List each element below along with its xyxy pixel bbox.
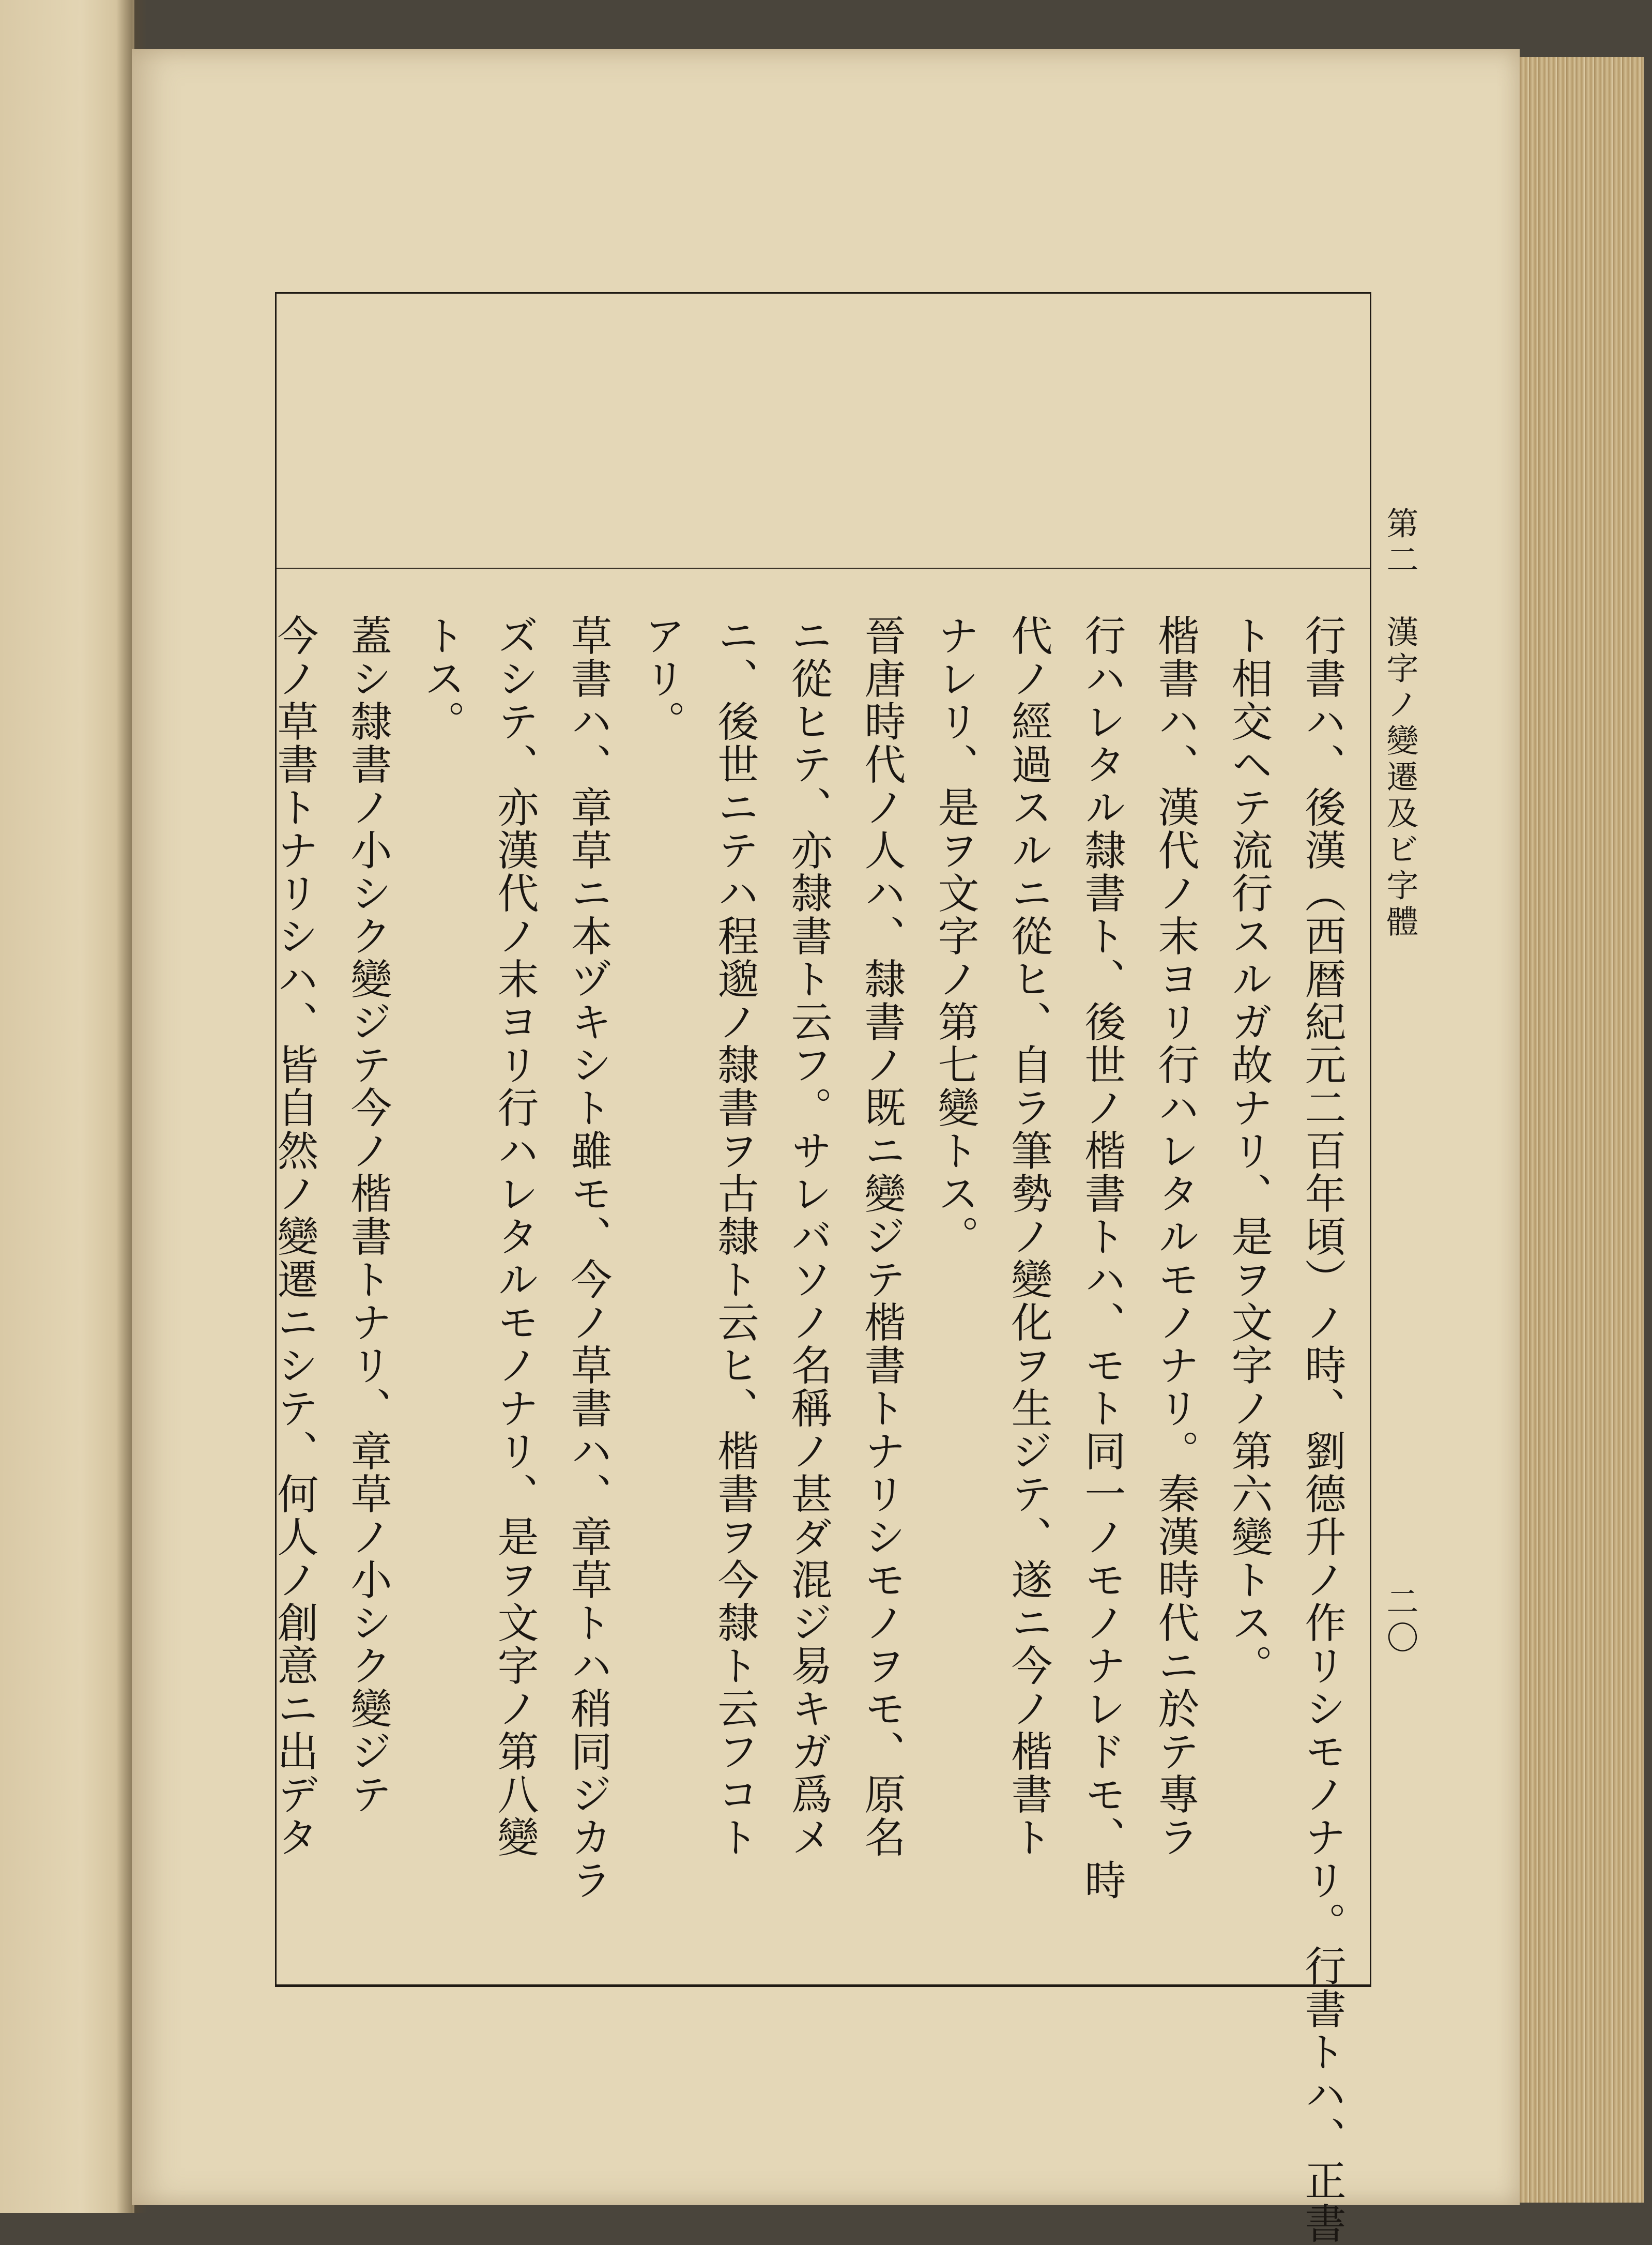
header-rule	[277, 568, 1370, 569]
left-page	[0, 0, 134, 2213]
text-line: ナレリ、是ヲ文字ノ第七變トス。	[931, 614, 979, 1258]
text-line: ズシテ、亦漢代ノ末ヨリ行ハレタルモノナリ、是ヲ文字ノ第八變	[491, 614, 539, 1859]
page-edges	[1520, 57, 1644, 2203]
text-line: ト相交ヘテ流行スルガ故ナリ、是ヲ文字ノ第六變トス。	[1225, 614, 1273, 1687]
text-line: アリ。	[637, 614, 685, 743]
text-line: 行ハレタル隸書ト、後世ノ楷書トハ、モト同一ノモノナレドモ、時	[1078, 614, 1126, 1902]
text-line: 代ノ經過スルニ從ヒ、自ラ筆勢ノ變化ヲ生ジテ、遂ニ今ノ楷書ト	[1004, 614, 1052, 1859]
text-line: 蓋シ隸書ノ小シク變ジテ今ノ楷書トナリ、章草ノ小シク變ジテ	[344, 614, 392, 1816]
text-line: 行書ハ、後漢（西暦紀元二百年頃）ノ時、劉德升ノ作リシモノナリ。行書トハ、正書	[1298, 614, 1346, 2245]
body-text	[267, 614, 1349, 2245]
text-line: 今ノ草書トナリシハ、皆自然ノ變遷ニシテ、何人ノ創意ニ出デタ	[270, 614, 318, 1859]
running-head: 第二 漢字ノ變遷及ビ字體	[1381, 507, 1419, 941]
text-line: ニ、後世ニテハ程邈ノ隸書ヲ古隸ト云ヒ、楷書ヲ今隸ト云フコト	[711, 614, 759, 1859]
text-frame	[270, 292, 1371, 2245]
text-line: 草書ハ、章草ニ本ヅキシト雖モ、今ノ草書ハ、章草トハ稍同ジカラ	[564, 614, 612, 1902]
text-line: ニ從ヒテ、亦隸書ト云フ。サレバソノ名稱ノ甚ダ混ジ易キガ爲メ	[784, 614, 832, 1859]
page-number: 二〇	[1381, 1585, 1419, 1657]
text-line: 晉唐時代ノ人ハ、隸書ノ既ニ變ジテ楷書トナリシモノヲモ、原名	[858, 614, 906, 1859]
text-line: 楷書ハ、漢代ノ末ヨリ行ハレタルモノナリ。秦漢時代ニ於テ專ラ	[1151, 614, 1199, 1859]
text-line: トス。	[417, 614, 465, 743]
